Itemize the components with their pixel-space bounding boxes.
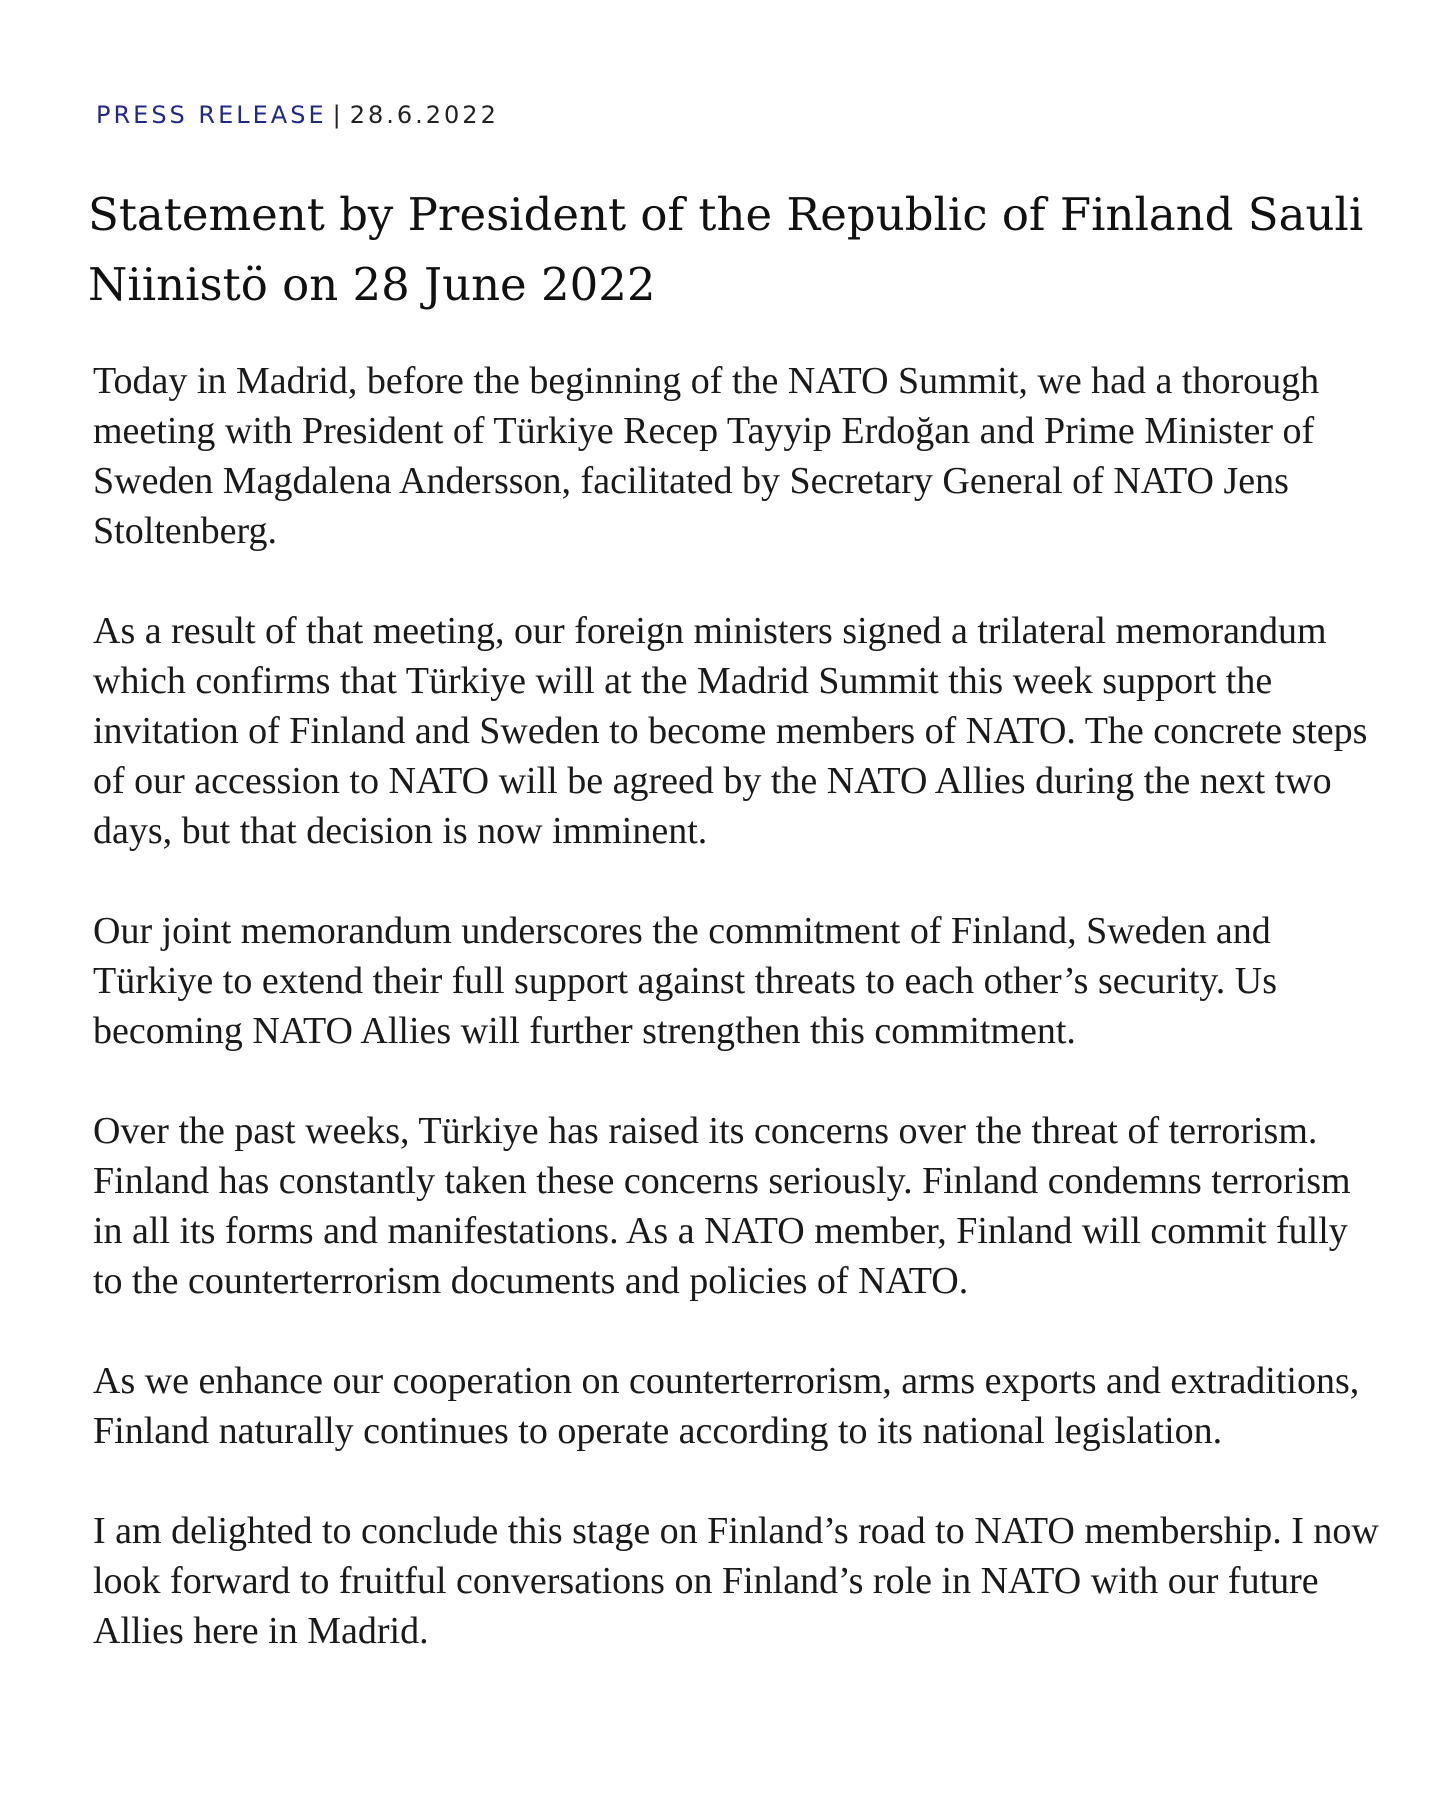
statement-body: [93, 356, 1383, 1706]
release-meta: [96, 98, 499, 132]
paragraph-3: Our joint memorandum underscores the commitment of Finland, Sweden and Türkiye to extend their full support against threats to each other’s security. Us becoming NATO Allies will further strengthen this commitment.: [93, 910, 1278, 1052]
meta-separator: |: [332, 101, 344, 129]
paragraph-5: As we enhance our cooperation on counterterrorism, arms exports and extraditions, Finland naturally continues to operate according to its national legislation.: [93, 1360, 1360, 1452]
release-date: 28.6.2022: [349, 101, 499, 129]
paragraph-2: As a result of that meeting, our foreign ministers signed a trilateral memorandum which confirms that Türkiye will at the Madrid Summit this week support the invitation of Finland and Sweden to become members of NATO. The concrete steps of our accession to NATO will be agreed by the NATO Allies during the next two days, but that decision is now imminent.: [93, 610, 1368, 852]
release-type-label[interactable]: PRESS RELEASE: [96, 101, 327, 129]
paragraph-4: Over the past weeks, Türkiye has raised its concerns over the threat of terrorism. Finland has constantly taken these concerns seriously. Finland condemns terrorism in all its forms and manifestations. As a NATO member, Finland will commit fully to the counterterrorism documents and policies of NATO.: [93, 1110, 1351, 1302]
paragraph-1: Today in Madrid, before the beginning of the NATO Summit, we had a thorough meeting with President of Türkiye Recep Tayyip Erdoğan and Prime Minister of Sweden Magdalena Andersson, facilitated by Secretary General of NATO Jens Stoltenberg.: [93, 360, 1320, 552]
paragraph-6: I am delighted to conclude this stage on Finland’s road to NATO membership. I now look forward to fruitful conversations on Finland’s role in NATO with our future Allies here in Madrid.: [93, 1510, 1379, 1652]
page-title: Statement by President of the Republic of Finland Sauli Niinistö on 28 June 2022: [88, 188, 1364, 311]
